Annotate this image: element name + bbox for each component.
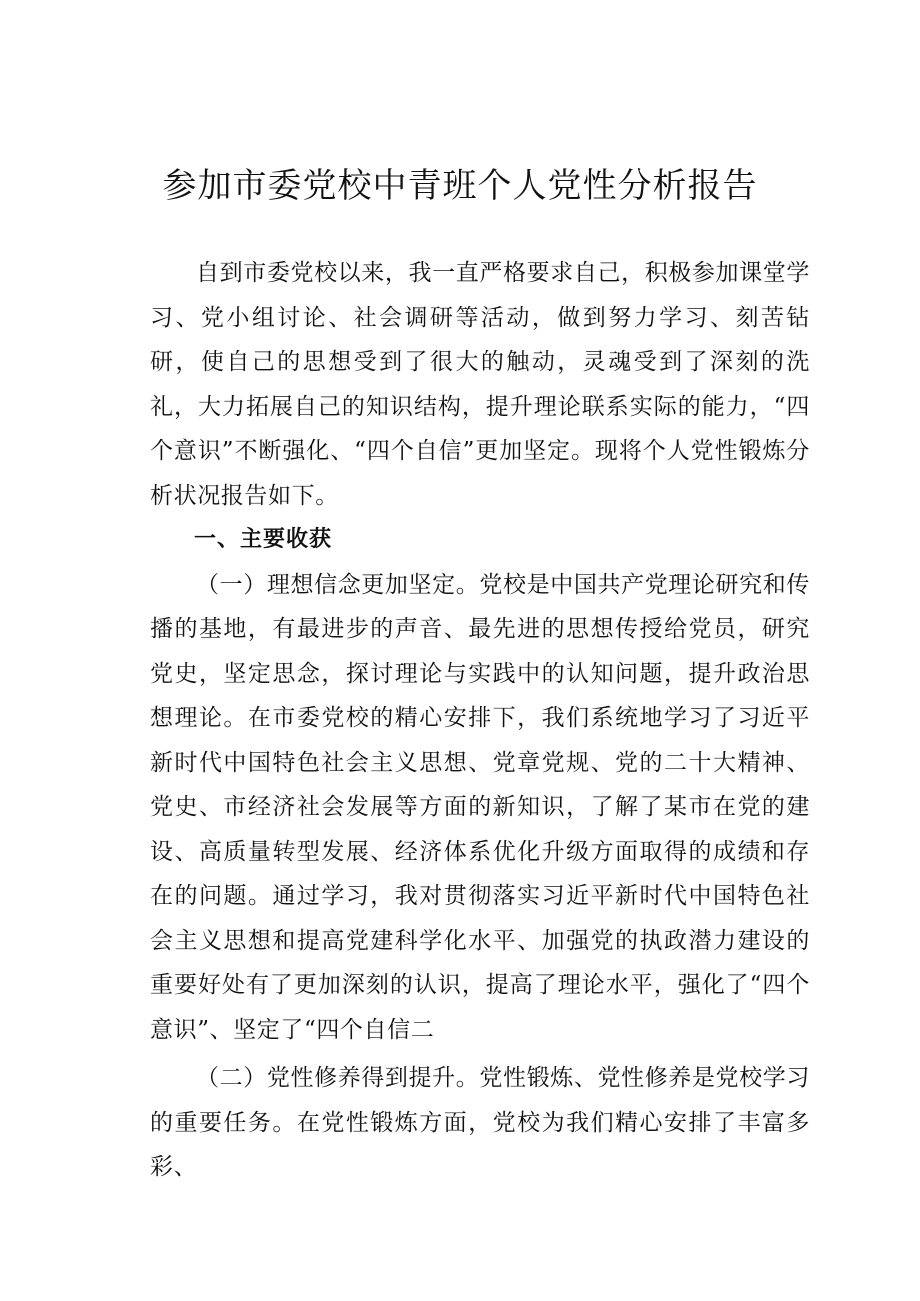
paragraph-ideals: （一）理想信念更加坚定。党校是中国共产党理论研究和传播的基地，有最进步的声音、最先进的思想传授给党员，研究党史，坚定思念，探讨理论与实践中的认知问题，提升政治思想理论。在市委党校的精心安排下，我们系统地学习了习近平新时代中国特色社会主义思想、党章党规、党的二十大精神、党史、市经济社会发展等方面的新知识，了解了某市在党的建设、高质量转型发展、经济体系优化升级方面取得的成绩和存在的问题。通过学习，我对贯彻落实习近平新时代中国特色社会主义思想和提高党建科学化水平、加强党的执政潜力建设的重要好处有了更加深刻的认识，提高了理论水平，强化了“四个意识”、坚定了“四个自信二 <box>150 571 810 1043</box>
paragraph-party-spirit: （二）党性修养得到提升。党性锻炼、党性修养是党校学习的重要任务。在党性锻炼方面，党校为我们精心安排了丰富多彩、 <box>150 1065 810 1180</box>
document-title: 参加市委党校中青班个人党性分析报告 <box>162 166 758 206</box>
intro-paragraph: 自到市委党校以来，我一直严格要求自己，积极参加课堂学习、党小组讨论、社会调研等活动，做到努力学习、刻苦钻研，使自己的思想受到了很大的触动，灵魂受到了深刻的洗礼，大力拓展自己的知识结构，提升理论联系实际的能力，“四个意识”不断强化、“四个自信”更加坚定。现将个人党性锻炼分析状况报告如下。 <box>150 260 810 509</box>
document-body <box>150 251 810 1190</box>
section-heading: 一、主要收获 <box>194 527 333 552</box>
